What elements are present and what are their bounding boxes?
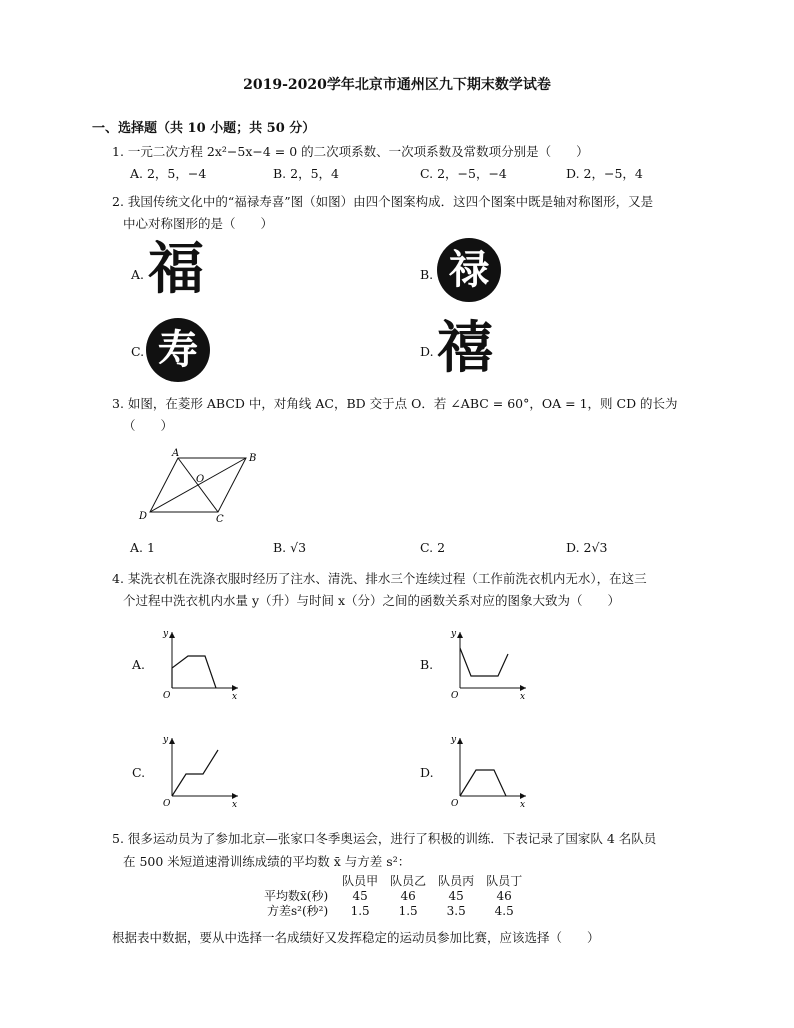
point-d-label: D <box>139 511 148 522</box>
question-5-line-2: 在 500 米短道速滑训练成绩的平均数 x̄ 与方差 s²： <box>123 854 411 869</box>
y-axis-arrow <box>169 738 175 744</box>
x-axis-arrow <box>520 793 526 799</box>
q1-option-c: C. 2，−5，−4 <box>420 166 507 181</box>
column-header: 队员甲 <box>342 874 379 888</box>
q4-label-b: B. <box>420 657 434 672</box>
q1-option-a: A. 2，5，−4 <box>130 166 207 181</box>
graph-b-curve <box>460 648 508 676</box>
point-a-label: A <box>172 448 180 459</box>
x-axis-label: x <box>520 800 526 808</box>
fu-seal-image: 福 <box>148 236 204 302</box>
rhombus-diagram <box>130 444 270 526</box>
question-5-line-1: 5. 很多运动员为了参加北京—张家口冬季奥运会，进行了积极的训练．下表记录了国家队 4 名队员 <box>112 831 657 846</box>
table-cell: 46 <box>496 889 512 903</box>
table-cell: 46 <box>400 889 416 903</box>
table-row <box>258 904 528 919</box>
shou-seal-image: 寿 <box>146 318 210 382</box>
question-3-line-2: （ ） <box>123 418 174 433</box>
x-axis-arrow <box>232 685 238 691</box>
x-axis-label: x <box>520 692 526 700</box>
graph-a <box>158 624 248 700</box>
q2-label-c: C. <box>131 344 145 359</box>
q3-option-c: C. 2 <box>420 540 446 555</box>
q1-option-b: B. 2，5，4 <box>273 166 339 181</box>
table-row <box>258 889 528 904</box>
origin-label: O <box>451 691 459 700</box>
row-label-variance: 方差s²(秒²) <box>266 904 329 918</box>
column-header: 队员乙 <box>390 874 427 888</box>
x-axis-arrow <box>520 685 526 691</box>
page-title: 2019-2020学年北京市通州区九下期末数学试卷 <box>243 77 551 93</box>
question-2-line-2: 中心对称图形的是（ ） <box>123 216 274 231</box>
graph-c-curve <box>172 750 218 796</box>
x-axis-label: x <box>232 800 238 808</box>
xi-seal-image: 禧 <box>437 315 493 381</box>
question-4-line-1: 4. 某洗衣机在洗涤衣服时经历了注水、清洗、排水三个连续过程（工作前洗衣机内无水），在这三 <box>112 571 647 586</box>
origin-label: O <box>451 799 459 808</box>
q4-label-c: C. <box>132 765 146 780</box>
y-axis-arrow <box>457 738 463 744</box>
question-5-line-3: 根据表中数据，要从中选择一名成绩好又发挥稳定的运动员参加比赛，应该选择（ ） <box>112 930 600 945</box>
graph-d <box>446 732 536 808</box>
y-axis-label: y <box>451 629 457 639</box>
graph-b <box>446 624 536 700</box>
y-axis-label: y <box>163 735 169 745</box>
y-axis-arrow <box>169 632 175 638</box>
table-cell: 4.5 <box>494 904 514 918</box>
graph-c <box>158 732 248 808</box>
q2-label-a: A. <box>131 267 145 282</box>
table-cell: 1.5 <box>350 904 370 918</box>
q3-option-d: D. 2√3 <box>566 540 608 555</box>
x-axis-label: x <box>232 692 238 700</box>
q4-label-d: D. <box>420 765 434 780</box>
q2-label-d: D. <box>420 344 434 359</box>
table-cell: 1.5 <box>398 904 418 918</box>
point-b-label: B <box>249 453 257 464</box>
lu-seal-image: 禄 <box>437 238 501 302</box>
question-3-line-1: 3. 如图，在菱形 ABCD 中，对角线 AC，BD 交于点 O．若 ∠ABC = 60°，OA = 1，则 CD 的长为 <box>112 396 678 411</box>
row-label-mean: 平均数x̄(秒) <box>264 889 329 903</box>
table-cell: 3.5 <box>446 904 466 918</box>
x-axis-arrow <box>232 793 238 799</box>
table-cell: 45 <box>352 889 368 903</box>
athlete-stats-table <box>258 874 528 919</box>
q1-option-d: D. 2，−5，4 <box>566 166 643 181</box>
question-4-line-2: 个过程中洗衣机内水量 y（升）与时间 x（分）之间的函数关系对应的图象大致为（ ） <box>123 593 621 608</box>
q3-option-a: A. 1 <box>130 540 155 555</box>
origin-label: O <box>163 799 171 808</box>
y-axis-label: y <box>451 735 457 745</box>
section-heading: 一、选择题（共 10 小题；共 50 分） <box>92 121 316 136</box>
y-axis-arrow <box>457 632 463 638</box>
q4-label-a: A. <box>132 657 146 672</box>
point-c-label: C <box>216 514 224 525</box>
q3-option-b: B. √3 <box>273 540 307 555</box>
question-1-text: 1. 一元二次方程 2x²−5x−4 = 0 的二次项系数、一次项系数及常数项分别是（ ） <box>112 144 589 159</box>
origin-label: O <box>163 691 171 700</box>
table-cell: 45 <box>448 889 464 903</box>
y-axis-label: y <box>163 629 169 639</box>
graph-a-curve <box>172 656 216 688</box>
point-o-label: O <box>196 474 205 485</box>
q2-label-b: B. <box>420 267 434 282</box>
column-header: 队员丁 <box>486 874 523 888</box>
table-header-row <box>258 874 528 889</box>
table-corner-cell <box>258 874 336 889</box>
question-2-line-1: 2. 我国传统文化中的“福禄寿喜”图（如图）由四个图案构成．这四个图案中既是轴对称图形，又是 <box>112 194 654 209</box>
column-header: 队员丙 <box>438 874 475 888</box>
graph-d-curve <box>460 770 506 796</box>
